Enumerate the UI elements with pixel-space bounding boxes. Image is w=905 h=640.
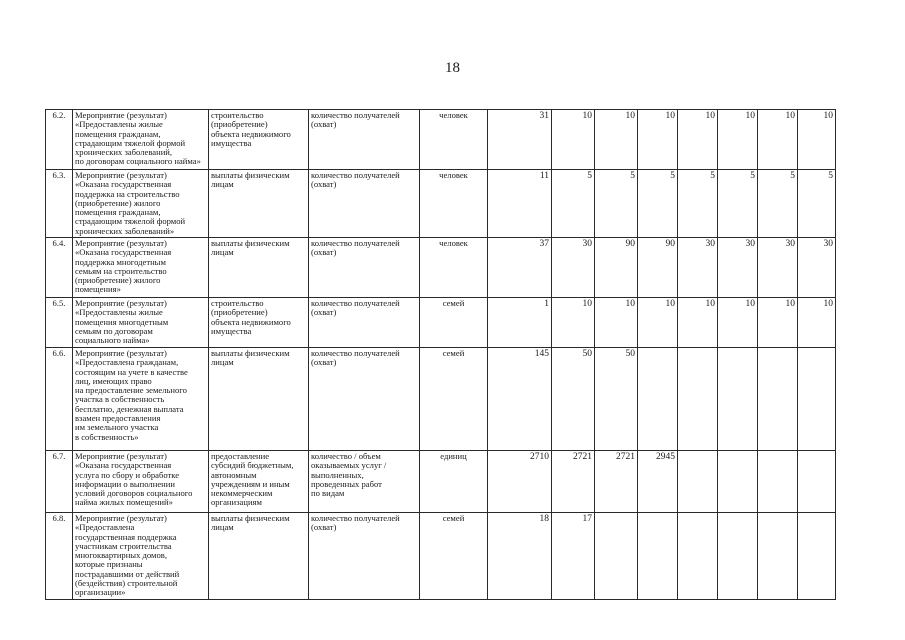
indicator-value: 5 xyxy=(678,170,718,238)
indicator-value xyxy=(678,512,718,599)
indicator-value: 5 xyxy=(638,170,678,238)
indicator-name: количество получателей (охват) xyxy=(309,237,420,297)
indicator-value xyxy=(758,450,798,512)
indicator-value: 10 xyxy=(798,297,836,347)
indicator-value: 10 xyxy=(758,297,798,347)
indicator-value xyxy=(678,347,718,450)
unit-of-measure: семей xyxy=(420,347,488,450)
indicator-name: количество получателей (охват) xyxy=(309,512,420,599)
event-type: выплаты физическим лицам xyxy=(209,237,309,297)
indicator-value: 10 xyxy=(638,297,678,347)
measures-table xyxy=(45,109,836,600)
indicator-value: 10 xyxy=(798,110,836,170)
indicator-value xyxy=(718,512,758,599)
indicator-name: количество / объем оказываемых услуг / выполненных, проведенных работ по видам xyxy=(309,450,420,512)
event-description: Мероприятие (результат) «Оказана государственная поддержка многодетным семьям на строительство (приобретение) жилого помещения» xyxy=(73,237,209,297)
indicator-value xyxy=(718,450,758,512)
indicator-value: 30 xyxy=(718,237,758,297)
event-description: Мероприятие (результат) «Оказана государственная услуга по сбору и обработке информации о выполнении условий договоров социального найма жилых помещений» xyxy=(73,450,209,512)
event-type: строительство (приобретение) объекта недвижимого имущества xyxy=(209,297,309,347)
indicator-value: 30 xyxy=(798,237,836,297)
indicator-value xyxy=(798,450,836,512)
row-number: 6.8. xyxy=(46,512,73,599)
indicator-value xyxy=(798,347,836,450)
row-number: 6.4. xyxy=(46,237,73,297)
unit-of-measure: человек xyxy=(420,170,488,238)
event-type: выплаты физическим лицам xyxy=(209,347,309,450)
unit-of-measure: единиц xyxy=(420,450,488,512)
indicator-value: 90 xyxy=(595,237,638,297)
unit-of-measure: семей xyxy=(420,512,488,599)
indicator-value xyxy=(638,512,678,599)
indicator-value: 5 xyxy=(798,170,836,238)
event-description: Мероприятие (результат) «Предоставлены жилые помещения гражданам, страдающим тяжелой формой хронических заболеваний, по договорам социального найма» xyxy=(73,110,209,170)
indicator-value: 10 xyxy=(552,110,595,170)
indicator-value: 10 xyxy=(758,110,798,170)
event-description: Мероприятие (результат) «Предоставлены жилые помещения многодетным семьям по договорам социального найма» xyxy=(73,297,209,347)
event-type: выплаты физическим лицам xyxy=(209,170,309,238)
indicator-value: 10 xyxy=(595,110,638,170)
indicator-name: количество получателей (охват) xyxy=(309,110,420,170)
event-type: предоставление субсидий бюджетным, автономным учреждениям и иным некоммерческим организациям xyxy=(209,450,309,512)
indicator-value: 10 xyxy=(718,110,758,170)
indicator-value: 10 xyxy=(718,297,758,347)
indicator-value: 17 xyxy=(552,512,595,599)
indicator-value xyxy=(678,450,718,512)
indicator-value: 50 xyxy=(595,347,638,450)
indicator-value: 10 xyxy=(678,297,718,347)
indicator-value: 30 xyxy=(678,237,718,297)
table-row xyxy=(46,512,836,599)
indicator-value: 2721 xyxy=(552,450,595,512)
indicator-value: 10 xyxy=(638,110,678,170)
indicator-value: 10 xyxy=(595,297,638,347)
table-row xyxy=(46,450,836,512)
indicator-value: 18 xyxy=(488,512,552,599)
indicator-value xyxy=(758,512,798,599)
row-number: 6.2. xyxy=(46,110,73,170)
table-row xyxy=(46,347,836,450)
indicator-value: 5 xyxy=(758,170,798,238)
table-row xyxy=(46,297,836,347)
indicator-name: количество получателей (охват) xyxy=(309,297,420,347)
indicator-value: 5 xyxy=(552,170,595,238)
row-number: 6.5. xyxy=(46,297,73,347)
indicator-value xyxy=(638,347,678,450)
event-type: выплаты физическим лицам xyxy=(209,512,309,599)
event-description: Мероприятие (результат) «Предоставлена государственная поддержка участникам строительства многоквартирных домов, которые признаны пострадавшими от действий (бездействия) строительной организации» xyxy=(73,512,209,599)
row-number: 6.6. xyxy=(46,347,73,450)
event-type: строительство (приобретение) объекта недвижимого имущества xyxy=(209,110,309,170)
indicator-value: 10 xyxy=(552,297,595,347)
event-description: Мероприятие (результат) «Оказана государственная поддержка на строительство (приобретение) жилого помещения гражданам, страдающим тяжелой формой хронических заболеваний» xyxy=(73,170,209,238)
indicator-value: 30 xyxy=(552,237,595,297)
indicator-value xyxy=(758,347,798,450)
indicator-value: 1 xyxy=(488,297,552,347)
page-number: 18 xyxy=(445,60,460,76)
indicator-value xyxy=(595,512,638,599)
indicator-value xyxy=(798,512,836,599)
indicator-value: 11 xyxy=(488,170,552,238)
indicator-value: 50 xyxy=(552,347,595,450)
table-row xyxy=(46,110,836,170)
unit-of-measure: человек xyxy=(420,110,488,170)
indicator-value: 2710 xyxy=(488,450,552,512)
unit-of-measure: человек xyxy=(420,237,488,297)
indicator-value: 90 xyxy=(638,237,678,297)
row-number: 6.7. xyxy=(46,450,73,512)
indicator-value: 145 xyxy=(488,347,552,450)
indicator-name: количество получателей (охват) xyxy=(309,170,420,238)
table-row xyxy=(46,237,836,297)
table-row xyxy=(46,170,836,238)
indicator-value xyxy=(718,347,758,450)
indicator-value: 2721 xyxy=(595,450,638,512)
indicator-name: количество получателей (охват) xyxy=(309,347,420,450)
indicator-value: 2945 xyxy=(638,450,678,512)
indicator-value: 31 xyxy=(488,110,552,170)
indicator-value: 5 xyxy=(718,170,758,238)
indicator-value: 37 xyxy=(488,237,552,297)
indicator-value: 5 xyxy=(595,170,638,238)
row-number: 6.3. xyxy=(46,170,73,238)
event-description: Мероприятие (результат) «Предоставлена гражданам, состоящим на учете в качестве лиц, имеющих право на предоставление земельного участка в собственность бесплатно, денежная выплата взамен предоставления им земельного участка в собственность» xyxy=(73,347,209,450)
indicator-value: 10 xyxy=(678,110,718,170)
indicator-value: 30 xyxy=(758,237,798,297)
unit-of-measure: семей xyxy=(420,297,488,347)
